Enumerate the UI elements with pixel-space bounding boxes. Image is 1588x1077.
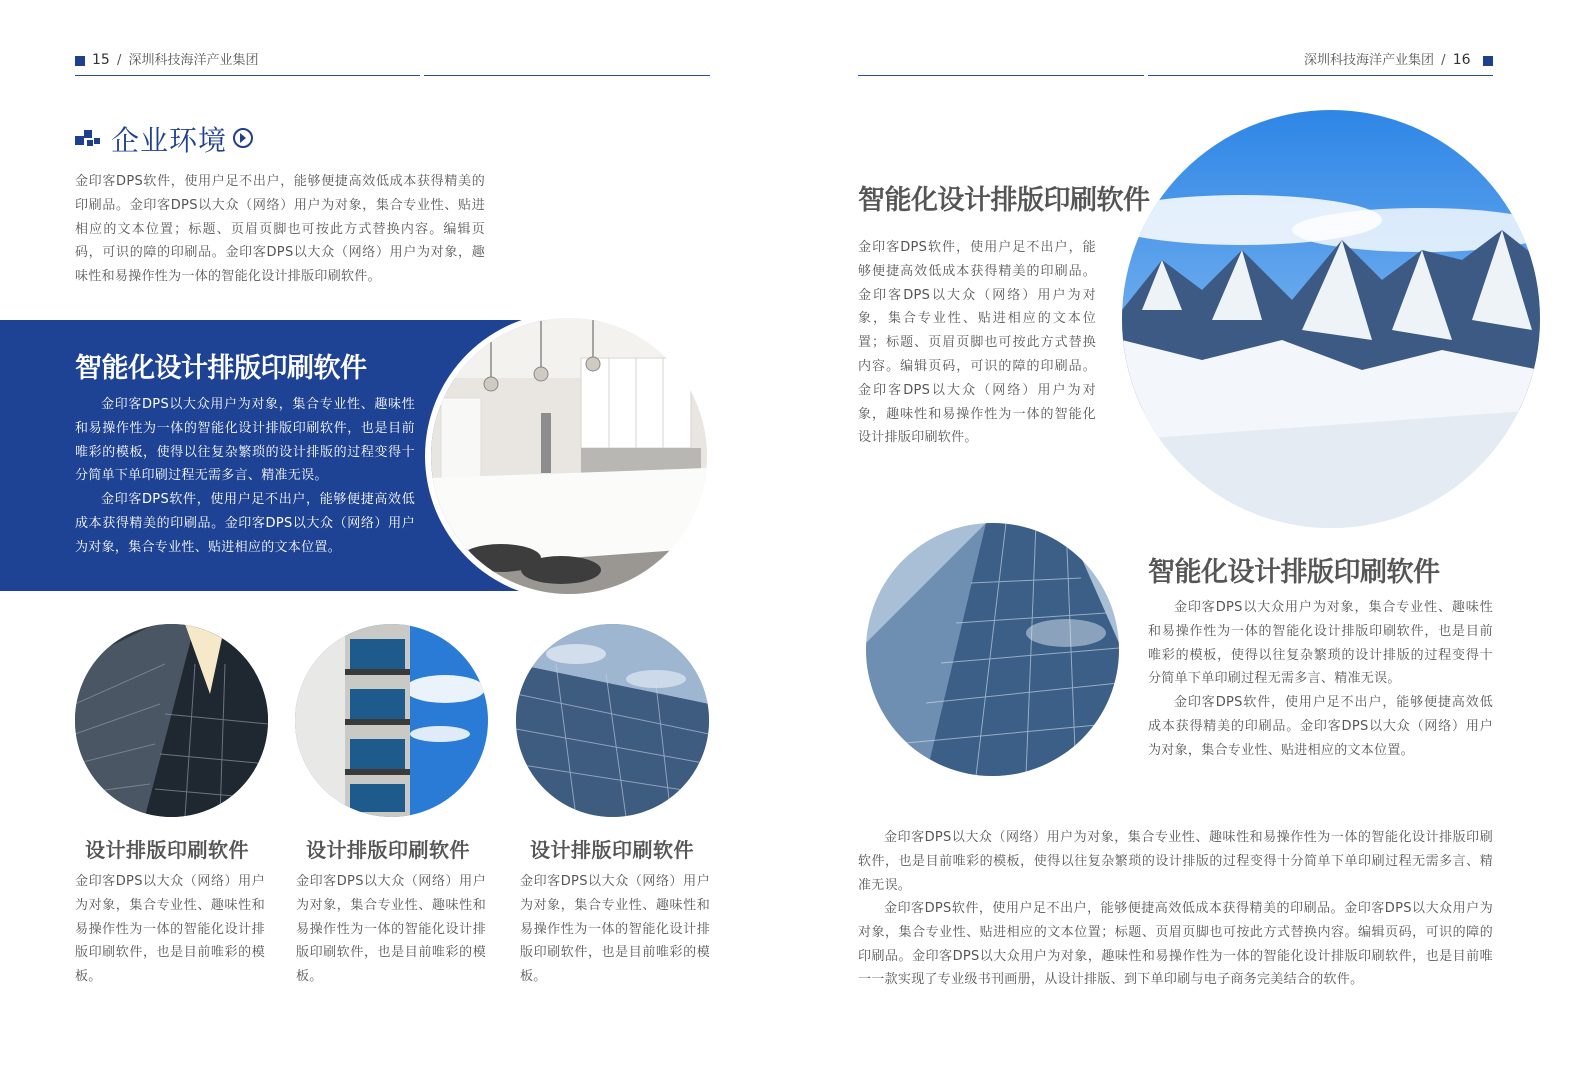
- header-separator: /: [116, 53, 122, 68]
- card-1-title: 设计排版印刷软件: [85, 838, 249, 862]
- left-header: [92, 52, 259, 69]
- block2-para-1: 金印客DPS以大众用户为对象，集合专业性、趣味性和易操作性为一体的智能化设计排版印刷软件，也是目前唯彩的模板，使得以往复杂繁琐的设计排版的过程变得十分简单下单印刷过程无需多言、精准无误。: [1148, 600, 1493, 687]
- footer-para-1: 金印客DPS以大众（网络）用户为对象，集合专业性、趣味性和易操作性为一体的智能化设计排版印刷软件，也是目前唯彩的模板，使得以往复杂繁琐的设计排版的过程变得十分简单下单印刷过程无需多言、精准无误。: [858, 830, 1493, 893]
- header-square-marker: [75, 56, 85, 66]
- card-1-text: 金印客DPS以大众（网络）用户为对象，集合专业性、趣味性和易操作性为一体的智能化设计排版印刷软件，也是目前唯彩的模板。: [75, 874, 265, 985]
- header-rule-left-b: [424, 75, 710, 76]
- skyscraper-photo: [866, 523, 1119, 776]
- mountain-photo: [1122, 110, 1540, 528]
- kitchen-photo: [431, 318, 707, 594]
- feature-para-2: 金印客DPS软件，使用户足不出户，能够便捷高效低成本获得精美的印刷品。金印客DPS以大众（网络）用户为对象，集合专业性、贴进相应的文本位置。: [75, 492, 415, 555]
- header-separator: /: [1441, 53, 1446, 68]
- header-company: 深圳科技海洋产业集团: [1304, 53, 1435, 68]
- page-number: 16: [1452, 52, 1471, 68]
- feature-title: 智能化设计排版印刷软件: [75, 353, 367, 384]
- building-photo-3: [516, 624, 709, 817]
- card-3-text: 金印客DPS以大众（网络）用户为对象，集合专业性、趣味性和易操作性为一体的智能化设计排版印刷软件，也是目前唯彩的模板。: [520, 874, 710, 985]
- block2-para-2: 金印客DPS软件，使用户足不出户，能够便捷高效低成本获得精美的印刷品。金印客DPS以大众（网络）用户为对象，集合专业性、贴进相应的文本位置。: [1148, 695, 1493, 758]
- section-intro: 金印客DPS软件，使用户足不出户，能够便捷高效低成本获得精美的印刷品。金印客DPS以大众（网络）用户为对象，集合专业性、贴进相应的文本位置；标题、页眉页脚也可按此方式替换内容。编辑页码，可识的障的印刷品。金印客DPS以大众（网络）用户为对象，趣味性和易操作性为一体的智能化设计排版印刷软件。: [75, 174, 485, 285]
- card-2-text: 金印客DPS以大众（网络）用户为对象，集合专业性、趣味性和易操作性为一体的智能化设计排版印刷软件，也是目前唯彩的模板。: [296, 874, 486, 985]
- header-rule-right-a: [858, 75, 1144, 76]
- right-header: [1304, 52, 1471, 69]
- header-company: 深圳科技海洋产业集团: [128, 53, 259, 68]
- building-photo-1: [75, 624, 268, 817]
- header-square-marker: [1483, 56, 1493, 66]
- feature-para-1: 金印客DPS以大众用户为对象，集合专业性、趣味性和易操作性为一体的智能化设计排版印刷软件，也是目前唯彩的模板，使得以往复杂繁琐的设计排版的过程变得十分简单下单印刷过程无需多言、精准无误。: [75, 397, 415, 484]
- block2-title: 智能化设计排版印刷软件: [1148, 557, 1440, 588]
- footer-para-2: 金印客DPS软件，使用户足不出户，能够便捷高效低成本获得精美的印刷品。金印客DPS以大众用户为对象，集合专业性、贴进相应的文本位置；标题、页眉页脚也可按此方式替换内容。编辑页码，可识的障的印刷品。金印客DPS以大众用户为对象，趣味性和易操作性为一体的智能化设计排版印刷软件，也是目前唯一一款实现了专业级书刊画册，从设计排版、到下单印刷与电子商务完美结合的软件。: [858, 901, 1493, 988]
- building-photo-2: [295, 624, 488, 817]
- card-2-title: 设计排版印刷软件: [306, 838, 470, 862]
- pixel-squares-icon: [75, 128, 101, 150]
- card-3-title: 设计排版印刷软件: [530, 838, 694, 862]
- block1-text: 金印客DPS软件，使用户足不出户，能够便捷高效低成本获得精美的印刷品。金印客DPS以大众（网络）用户为对象，集合专业性、贴进相应的文本位置；标题、页眉页脚也可按此方式替换内容。编辑页码，可识的障的印刷品。金印客DPS以大众（网络）用户为对象，趣味性和易操作性为一体的智能化设计排版印刷软件。: [858, 240, 1096, 446]
- circle-arrow-right-icon: [232, 127, 254, 149]
- header-rule-right-b: [1148, 75, 1493, 76]
- header-rule-left-a: [75, 75, 420, 76]
- section-title: 企业环境: [111, 124, 228, 157]
- block1-title: 智能化设计排版印刷软件: [858, 185, 1150, 216]
- page-number: 15: [92, 52, 110, 68]
